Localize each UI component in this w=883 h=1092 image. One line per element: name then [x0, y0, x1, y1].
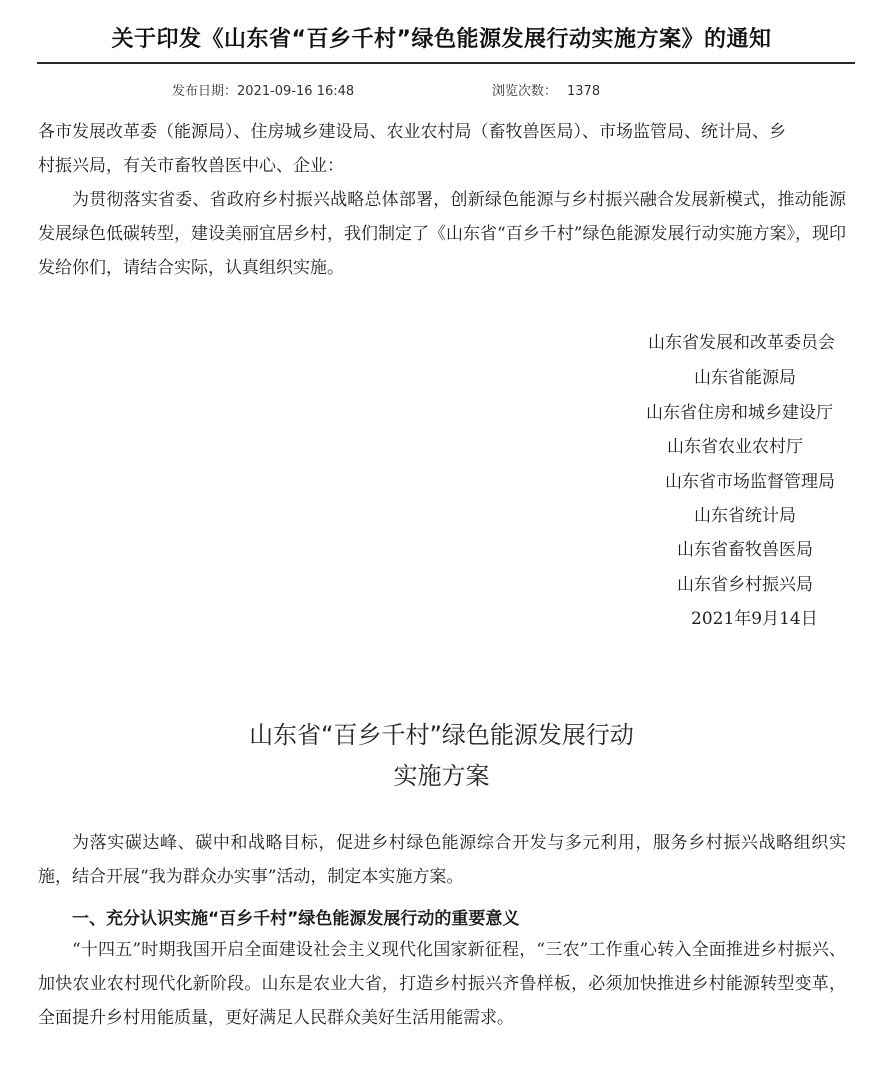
signatory: 山东省乡村振兴局 [677, 575, 813, 595]
views-value: 1378 [567, 84, 601, 99]
signatory: 山东省发展和改革委员会 [648, 333, 835, 353]
signatory: 山东省住房和城乡建设厅 [646, 403, 833, 423]
publish-date-value: 2021-09-16 16:48 [237, 84, 355, 99]
publish-date-label: 发布日期： [172, 84, 238, 99]
recipients-line-1: 各市发展改革委（能源局）、住房城乡建设局、农业农村局（畜牧兽医局）、市场监管局、统计局、乡 [38, 122, 786, 142]
signatory: 山东省能源局 [694, 368, 796, 388]
notice-body: 为贯彻落实省委、省政府乡村振兴战略总体部署，创新绿色能源与乡村振兴融合发展新模式，推动能源发展绿色低碳转型，建设美丽宜居乡村，我们制定了《山东省“百乡千村”绿色能源发展行动实施方案》，现印发给你们，请结合实际，认真组织实施。 [38, 190, 846, 278]
plan-title-line-1: 山东省“百乡千村”绿色能源发展行动 [249, 721, 634, 749]
signatory: 山东省市场监督管理局 [665, 472, 835, 492]
notice-recipients [38, 115, 846, 183]
title-divider [37, 62, 855, 64]
views-label: 浏览次数： [492, 84, 558, 99]
plan-intro: 为落实碳达峰、碳中和战略目标，促进乡村绿色能源综合开发与多元利用，服务乡村振兴战略组织实施，结合开展“我为群众办实事”活动，制定本实施方案。 [38, 833, 846, 887]
publish-date-meta [172, 80, 354, 99]
signatory: 山东省农业农村厅 [667, 437, 803, 457]
notice-title: 关于印发《山东省“百乡千村”绿色能源发展行动实施方案》的通知 [111, 27, 772, 52]
plan-title-line-2: 实施方案 [393, 762, 490, 790]
signatory: 山东省统计局 [694, 506, 796, 526]
sign-date: 2021年9月14日 [691, 609, 818, 629]
recipients-line-2: 村振兴局，有关市畜牧兽医中心、企业： [38, 156, 344, 176]
signatory: 山东省畜牧兽医局 [677, 540, 813, 560]
section-1-heading: 一、充分认识实施“百乡千村”绿色能源发展行动的重要意义 [72, 909, 520, 929]
section-1-body: “十四五”时期我国开启全面建设社会主义现代化国家新征程，“三农”工作重心转入全面推进乡村振兴、加快农业农村现代化新阶段。山东是农业大省，打造乡村振兴齐鲁样板，必须加快推进乡村能源转型变革，全面提升乡村用能质量，更好满足人民群众美好生活用能需求。 [38, 940, 846, 1028]
view-count-meta [492, 80, 600, 99]
